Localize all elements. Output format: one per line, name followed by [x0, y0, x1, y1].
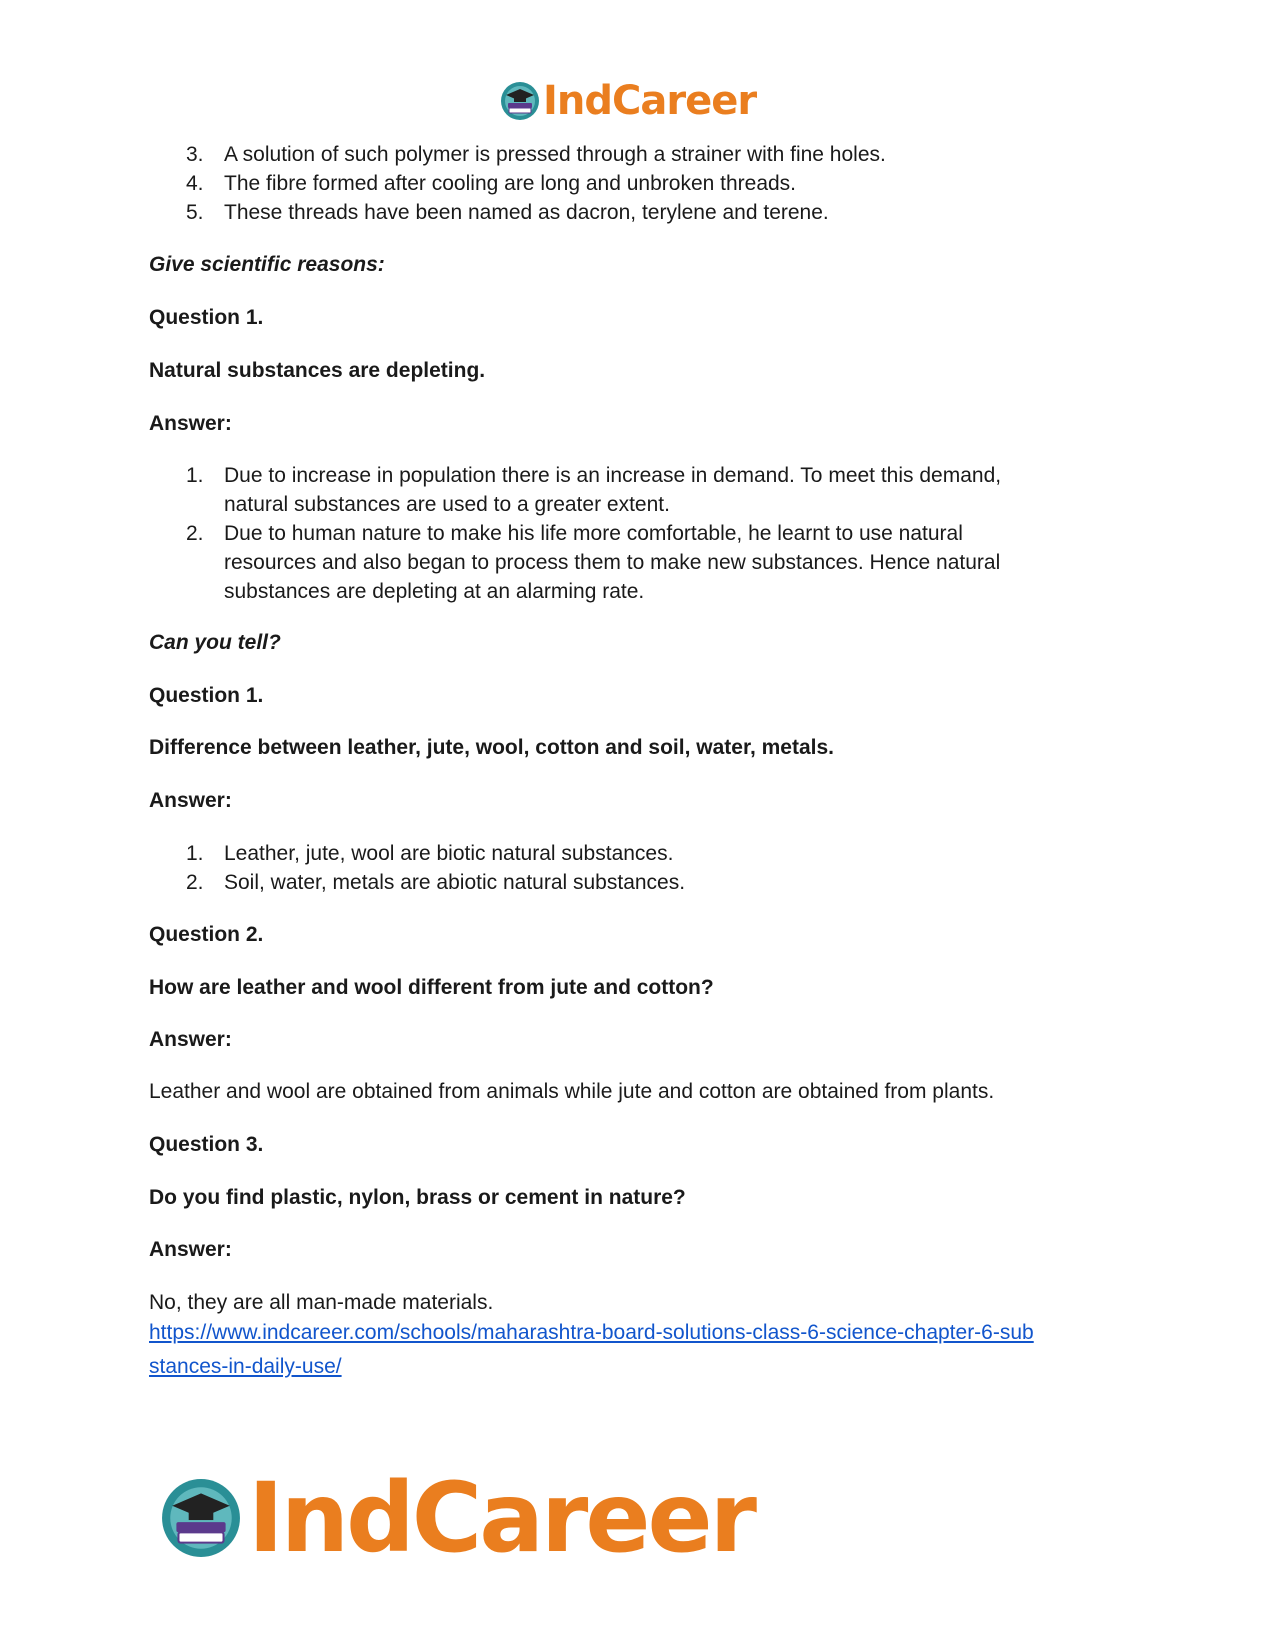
source-link-line1[interactable]: https://www.indcareer.com/schools/maharashtra-board-solutions-class-6-science-chapter-6-sub [149, 1321, 1034, 1344]
list-text: Soil, water, metals are abiotic natural substances. [224, 871, 686, 894]
question-label: Question 2. [149, 923, 264, 946]
list-number: 3. [186, 143, 204, 166]
list-text: Due to human nature to make his life more comfortable, he learnt to use natural [224, 522, 963, 545]
answer-label: Answer: [149, 789, 232, 812]
question-label: Question 3. [149, 1133, 264, 1156]
question-text: Natural substances are depleting. [149, 359, 486, 382]
question-label: Question 1. [149, 306, 264, 329]
question-text: Do you find plastic, nylon, brass or cement in nature? [149, 1186, 686, 1209]
graduation-cap-books-icon [160, 1477, 242, 1559]
source-link-continued[interactable] [149, 1352, 342, 1382]
list-item [149, 461, 1129, 521]
header-logo [500, 78, 756, 124]
source-link-line2[interactable]: stances-in-daily-use/ [149, 1355, 342, 1378]
answer-text: No, they are all man-made materials. [149, 1291, 494, 1314]
list-text: A solution of such polymer is pressed through a strainer with fine holes. [224, 143, 886, 166]
list-number: 5. [186, 201, 204, 224]
question-label: Question 1. [149, 684, 264, 707]
list-number: 1. [186, 464, 204, 487]
brand-name: IndCareer [248, 1462, 754, 1574]
list-number: 2. [186, 522, 204, 545]
list-text: resources and also began to process them to make new substances. Hence natural [224, 551, 1001, 574]
answer-label: Answer: [149, 412, 232, 435]
section-heading: Give scientific reasons: [149, 253, 385, 276]
answer-label: Answer: [149, 1238, 232, 1261]
question-text: How are leather and wool different from jute and cotton? [149, 976, 714, 999]
brand-name: IndCareer [543, 78, 757, 124]
list-text: natural substances are used to a greater extent. [224, 493, 670, 516]
list-text: Due to increase in population there is an increase in demand. To meet this demand, [224, 464, 1002, 487]
list-text: These threads have been named as dacron, terylene and terene. [224, 201, 829, 224]
list-item [149, 519, 1129, 609]
list-text: substances are depleting at an alarming rate. [224, 580, 645, 603]
answer-text: Leather and wool are obtained from animals while jute and cotton are obtained from plants. [149, 1080, 995, 1103]
section-heading: Can you tell? [149, 631, 281, 654]
answer-label: Answer: [149, 1028, 232, 1051]
list-number: 1. [186, 842, 204, 865]
graduation-cap-books-icon [500, 81, 540, 121]
list-text: The fibre formed after cooling are long and unbroken threads. [224, 172, 797, 195]
list-number: 2. [186, 871, 204, 894]
list-text: Leather, jute, wool are biotic natural substances. [224, 842, 674, 865]
footer-logo [160, 1462, 754, 1574]
list-number: 4. [186, 172, 204, 195]
source-link[interactable] [149, 1318, 1034, 1348]
question-text: Difference between leather, jute, wool, cotton and soil, water, metals. [149, 736, 835, 759]
